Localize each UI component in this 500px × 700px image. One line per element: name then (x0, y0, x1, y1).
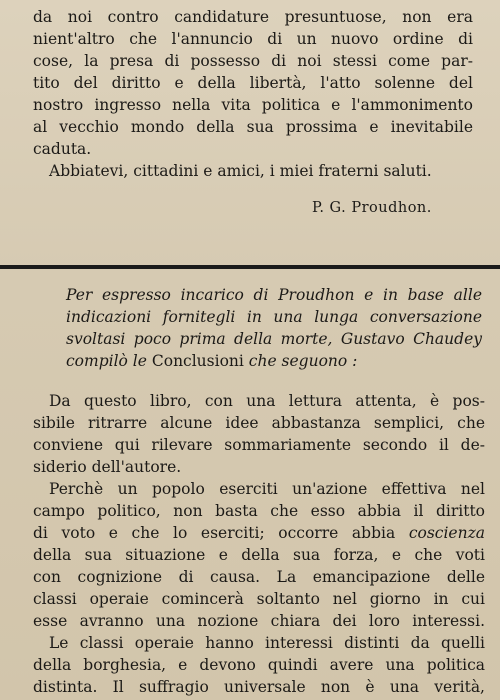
text-line: classi operaie comincerà soltanto nel giorno in cui (33, 590, 485, 608)
signature: P. G. Proudhon. (312, 200, 432, 216)
text-line (33, 522, 485, 544)
text-line: sibile ritrarre alcune idee abbastanza semplici, che (33, 414, 485, 432)
text-line: campo politico, non basta che esso abbia il diritto (33, 502, 485, 520)
text-line: della sua situazione e della sua forza, e che voti (33, 546, 485, 564)
text-fragment: di voto e che lo eserciti; occorre abbia (33, 524, 409, 542)
text-line: conviene qui rilevare sommariamente secondo il de- (33, 436, 485, 454)
text-line (66, 350, 482, 372)
text-line: tito del diritto e della libertà, l'atto solenne del (33, 74, 473, 92)
text-line: distinta. Il suffragio universale non è una verità, (33, 678, 485, 696)
greeting-line: Abbiatevi, cittadini e amici, i miei fraterni saluti. (49, 162, 432, 180)
text-line: nostro ingresso nella vita politica e l'ammonimento (33, 96, 473, 114)
text-line: indicazioni fornitegli in una lunga conversazione (66, 308, 482, 326)
emphasis-word: coscienza (408, 524, 485, 542)
editor-note (66, 284, 482, 372)
text-line: Le classi operaie hanno interessi distinti da quelli (49, 634, 485, 652)
text-line: caduta. (33, 140, 92, 158)
text-fragment: che seguono : (243, 352, 358, 370)
text-line: Perchè un popolo eserciti un'azione effettiva nel (49, 480, 485, 498)
text-line: da noi contro candidature presuntuose, non era (33, 8, 473, 26)
text-line: con cognizione di causa. La emancipazione delle (33, 568, 485, 586)
conclusions-body (33, 390, 485, 698)
text-line: siderio dell'autore. (33, 458, 182, 476)
conclusions-title: Conclusioni (151, 352, 244, 370)
text-line: nient'altro che l'annuncio di un nuovo ordine di (33, 30, 473, 48)
text-line: svoltasi poco prima della morte, Gustavo Chaudey (66, 330, 482, 348)
text-fragment: compilò le (66, 352, 152, 370)
text-line: della borghesia, e devono quindi avere una politica (33, 656, 485, 674)
text-line: esse avranno una nozione chiara dei loro interessi. (33, 612, 485, 630)
section-divider (0, 265, 500, 269)
text-line: Per espresso incarico di Proudhon e in base alle (66, 286, 482, 304)
text-line: cose, la presa di possesso di noi stessi come par- (33, 52, 473, 70)
letter-closing-paragraph (33, 6, 473, 182)
text-line: al vecchio mondo della sua prossima e inevitabile (33, 118, 473, 136)
text-line: Da questo libro, con una lettura attenta, è pos- (49, 392, 485, 410)
